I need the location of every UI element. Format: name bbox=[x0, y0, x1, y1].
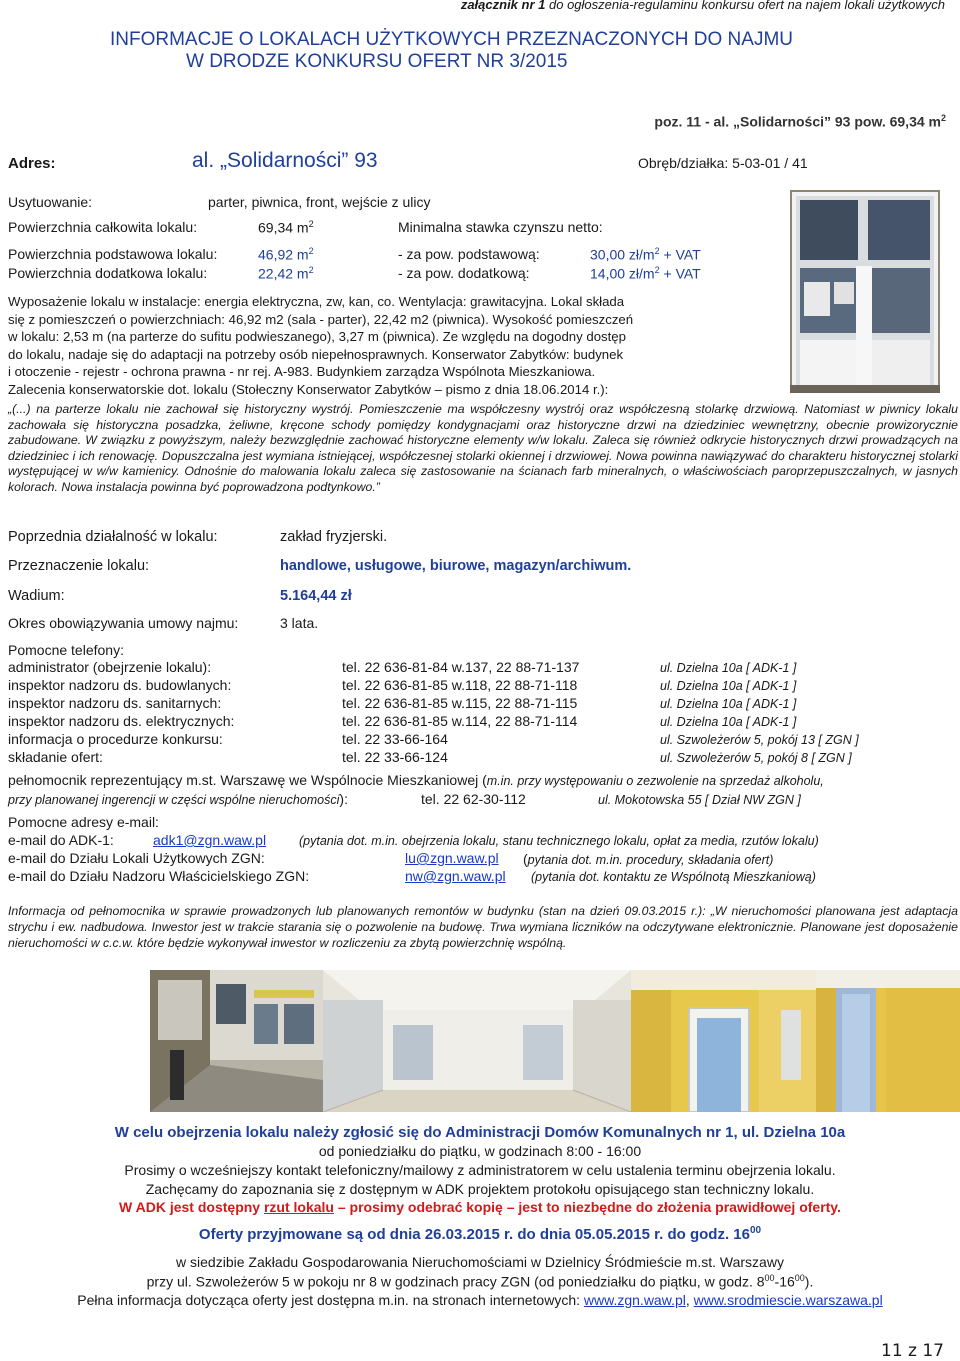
adk-protocol-info: Zachęcamy do zapoznania się z dostępnym w ADK projektem protokołu opisującego stan techniczny lokalu. bbox=[145, 1181, 815, 1197]
floor-plan-link[interactable]: rzut lokalu bbox=[263, 1199, 334, 1215]
phone-role: administrator (obejrzenie lokalu): bbox=[8, 659, 212, 675]
extra-rate-sup: 2 bbox=[654, 265, 660, 275]
submission-hours-sup-2: 00 bbox=[794, 1273, 805, 1283]
position-text: poz. 11 - al. „Solidarności” 93 pow. 69,34 m bbox=[654, 113, 941, 130]
floor-plan-text-b: – prosimy odebrać kopię – jest to niezbędne do złożenia prawidłowej oferty. bbox=[337, 1199, 841, 1215]
basic-rate-vat: + VAT bbox=[663, 246, 701, 263]
location-value: parter, piwnica, front, wejście z ulicy bbox=[208, 194, 431, 210]
email-row-2-label: e-mail do Działu Lokali Użytkowych ZGN: bbox=[8, 850, 265, 866]
prev-activity-label: Poprzednia działalność w lokalu: bbox=[8, 529, 218, 545]
email-row-1-note: (pytania dot. m.in. obejrzenia lokalu, stanu technicznego lokalu, opłat za media, rzutów lokalu) bbox=[299, 834, 819, 848]
proxy-line-1 bbox=[8, 772, 824, 788]
basic-rate-text: 30,00 zł/m bbox=[590, 246, 655, 263]
email-row-3-label: e-mail do Działu Nadzoru Właścicielskiego ZGN: bbox=[8, 868, 310, 884]
equipment-line-1: Wyposażenie lokalu w instalacje: energia elektryczna, zw, kan, co. Wentylacja: grawitacyjna. Lokal składa bbox=[8, 294, 625, 309]
conservation-quote: „(...) na parterze lokalu nie zachował się historyczny wystrój. Pomieszczenie ma współczesny wystrój oraz współczesną stolarkę drzwiową. Natomiast w piwnicy lokalu zachowała się historyczna posadzka, żeliwne, kręcone schody pomiędzy kondygnacjami oraz historyczne drzwi na dziedziniec wewnętrzny, obecnie prowizorycznie zabudowane. W związku z powyższym, należy bezwzględnie zachować historyczne elementy w/w lokalu. Zaleca się również odkrycie historycznych drzwi prowadzących na dziedziniec i ich renowację. Dopuszczalna jest wymiana istniejącej, współczesnej stolarki okiennej i drzwiowej. Nowa powinna nawiązywać do charakteru historycznej stolarki występującej w w/w kamienicy. Odnośnie do malowania lokalu zaleca się zastosowanie na ścianach farb mineralnych, o właściwościach paroprzepuszczalnych, w jasnych kolorach. Nowa instalacja powinna być poprowadzona podtynkowo.” bbox=[8, 402, 958, 494]
phone-number: tel. 22 33-66-124 bbox=[342, 749, 448, 765]
srodmiescie-website-link[interactable]: www.srodmiescie.warszawa.pl bbox=[693, 1292, 883, 1308]
position-line bbox=[654, 113, 946, 130]
phone-row bbox=[0, 749, 960, 767]
proxy-information: Informacja od pełnomocnika w sprawie prowadzonych lub planowanych remontów w budynku (stan na dzień 09.03.2015 r.): „W nieruchomości planowana jest adaptacja strychu i ew. nadbudowa. Inwestor jest w trakcie starania się o pozwolenie na budowę. Trwa wymiana liczników na odczytywane elektronicznie. Planowane jest doposażenie nieruchomości w c.c.w. które będzie wykonywał inwestor w rozliczeniu za zbytą powierzchnię wspólną. bbox=[8, 904, 958, 950]
extra-rate-value bbox=[590, 265, 701, 282]
email-row-2-paren: ( bbox=[523, 851, 528, 867]
basic-area-text: 46,92 m bbox=[258, 246, 309, 263]
submission-hours-c: ). bbox=[804, 1273, 814, 1290]
phone-role: inspektor nadzoru ds. elektrycznych: bbox=[8, 713, 235, 729]
basic-rate-value bbox=[590, 246, 701, 263]
wall-photo bbox=[816, 970, 960, 1112]
phone-address: ul. Dzielna 10a [ ADK-1 ] bbox=[660, 715, 797, 729]
basic-area-sup: 2 bbox=[308, 246, 314, 256]
proxy-line-2-note: przy planowanej ingerencji w części wspólne nieruchomości bbox=[8, 793, 340, 807]
deposit-value: 5.164,44 zł bbox=[280, 588, 352, 604]
basic-rate-label: - za pow. podstawową: bbox=[398, 246, 540, 262]
annex-bold: załącznik nr 1 bbox=[460, 0, 546, 12]
phone-address: ul. Szwoleżerów 5, pokój 8 [ ZGN ] bbox=[660, 751, 852, 765]
web-info bbox=[0, 1292, 960, 1308]
purpose-label: Przeznaczenie lokalu: bbox=[8, 558, 150, 574]
proxy-line-1-text: pełnomocnik reprezentujący m.st. Warszawę we Wspólnocie Mieszkaniowej ( bbox=[8, 772, 487, 788]
location-label: Usytuowanie: bbox=[8, 194, 93, 210]
phone-row bbox=[0, 677, 960, 695]
address-value: al. „Solidarności” 93 bbox=[192, 149, 378, 172]
proxy-line-2 bbox=[8, 791, 348, 807]
equipment-line-5: i otoczenie - rejestr - ochrona prawna - nr rej. A-983. Budynkiem zarządza Wspólnota Mieszkaniowa. bbox=[8, 364, 596, 379]
phone-address: ul. Dzielna 10a [ ADK-1 ] bbox=[660, 697, 797, 711]
email-adk1-link[interactable]: adk1@zgn.waw.pl bbox=[153, 832, 267, 848]
phones-heading: Pomocne telefony: bbox=[8, 642, 124, 658]
phone-address: ul. Szwoleżerów 5, pokój 13 [ ZGN ] bbox=[660, 733, 859, 747]
offer-deadline-text: Oferty przyjmowane są od dnia 26.03.2015 r. do dnia 05.05.2015 r. do godz. 16 bbox=[198, 1226, 750, 1243]
email-nw-link[interactable]: nw@zgn.waw.pl bbox=[405, 868, 506, 884]
basic-area-value bbox=[258, 246, 314, 263]
submission-hours-a: przy ul. Szwoleżerów 5 w pokoju nr 8 w godzinach pracy ZGN (od poniedziałku do piątku, w godz. 8 bbox=[146, 1273, 765, 1290]
extra-rate-text: 14,00 zł/m bbox=[590, 265, 655, 282]
web-info-text: Pełna informacja dotycząca oferty jest dostępna m.in. na stronach internetowych: bbox=[77, 1292, 581, 1308]
title-line-2: W DRODZE KONKURSU OFERT NR 3/2015 bbox=[186, 51, 568, 72]
extra-rate-vat: + VAT bbox=[663, 265, 701, 282]
email-row-3-note: (pytania dot. kontaktu ze Wspólnotą Mieszkaniową) bbox=[531, 870, 816, 884]
total-area-sup: 2 bbox=[308, 219, 314, 229]
submission-place: w siedzibie Zakładu Gospodarowania Nieruchomościami w Dzielnicy Śródmieście m.st. Warszawy bbox=[176, 1254, 784, 1270]
phone-row bbox=[0, 713, 960, 731]
email-lu-link[interactable]: lu@zgn.waw.pl bbox=[405, 850, 499, 866]
offer-deadline-sup: 00 bbox=[749, 1225, 762, 1236]
interior-photo bbox=[323, 970, 631, 1112]
annex-note bbox=[461, 0, 945, 12]
phone-row bbox=[0, 695, 960, 713]
visit-info: W celu obejrzenia lokalu należy zgłosić się do Administracji Domów Komunalnych nr 1, ul. Dzielna 10a bbox=[114, 1124, 846, 1141]
phone-role: inspektor nadzoru ds. sanitarnych: bbox=[8, 695, 222, 711]
floor-plan-text-a: W ADK jest dostępny bbox=[119, 1199, 261, 1215]
equipment-line-6: Zalecenia konserwatorskie dot. lokalu (Stołeczny Konserwator Zabytków – pismo z dnia 18.06.2014 r.): bbox=[8, 381, 609, 397]
phone-number: tel. 22 636-81-85 w.115, 22 88-71-115 bbox=[342, 695, 578, 711]
term-label: Okres obowiązywania umowy najmu: bbox=[8, 615, 239, 631]
extra-rate-label: - za pow. dodatkową: bbox=[398, 265, 530, 281]
prev-activity-value: zakład fryzjerski. bbox=[280, 529, 388, 545]
zgn-website-link[interactable]: www.zgn.waw.pl bbox=[583, 1292, 686, 1308]
phone-row bbox=[0, 731, 960, 749]
phone-role: informacja o procedurze konkursu: bbox=[8, 731, 223, 747]
submission-hours bbox=[0, 1273, 960, 1290]
proxy-address: ul. Mokotowska 55 [ Dział NW ZGN ] bbox=[598, 793, 801, 807]
wall-image bbox=[816, 970, 960, 1112]
web-info-comma: , bbox=[685, 1292, 690, 1308]
annex-rest: do ogłoszenia-regulaminu konkursu ofert na najem lokali użytkowych bbox=[549, 0, 945, 12]
submission-hours-b: -16 bbox=[774, 1273, 795, 1290]
submission-hours-sup-1: 00 bbox=[764, 1273, 775, 1283]
email-row-2-note-text: pytania dot. m.in. procedury, składania ofert) bbox=[527, 853, 774, 867]
term-value: 3 lata. bbox=[280, 615, 319, 631]
equipment-line-3: w lokalu: 2,53 m (na parterze do sufitu podwieszanego), 3,27 m (piwnica). Ze względu na dogodny dostęp bbox=[8, 329, 626, 344]
min-rate-label: Minimalna stawka czynszu netto: bbox=[398, 219, 603, 235]
phone-address: ul. Dzielna 10a [ ADK-1 ] bbox=[660, 661, 797, 675]
total-area-label: Powierzchnia całkowita lokalu: bbox=[8, 219, 198, 235]
email-row-2-note bbox=[523, 851, 773, 867]
street-photo bbox=[150, 970, 323, 1112]
floor-plan-info bbox=[0, 1199, 960, 1215]
extra-area-sup: 2 bbox=[308, 265, 314, 275]
total-area-value bbox=[258, 219, 314, 236]
equipment-line-4: do lokalu, nadaje się do adaptacji na potrzeby osób niepełnosprawnych. Konserwator Zabytków: budynek bbox=[8, 346, 624, 362]
street-image bbox=[150, 970, 323, 1112]
proxy-line-1-note: m.in. przy występowaniu o zezwolenie na sprzedaż alkoholu, bbox=[486, 774, 824, 788]
extra-area-value bbox=[258, 265, 314, 282]
extra-area-label: Powierzchnia dodatkowa lokalu: bbox=[8, 265, 208, 281]
proxy-phone: tel. 22 62-30-112 bbox=[421, 791, 526, 807]
title-line-1: INFORMACJE O LOKALACH UŻYTKOWYCH PRZEZNACZONYCH DO NAJMU bbox=[110, 29, 793, 50]
storefront-image bbox=[790, 190, 940, 393]
basic-area-label: Powierzchnia podstawowa lokalu: bbox=[8, 246, 218, 262]
emails-heading: Pomocne adresy e-mail: bbox=[8, 814, 159, 830]
interior-image bbox=[323, 970, 631, 1112]
offer-deadline bbox=[0, 1225, 960, 1243]
phone-number: tel. 22 636-81-85 w.118, 22 88-71-118 bbox=[342, 677, 578, 693]
equipment-line-2: się z pomieszczeń o powierzchniach: 46,92 m2 (sala - parter), 22,42 m2 (piwnica). Wysokość pomieszczeń bbox=[8, 311, 634, 327]
phone-number: tel. 22 33-66-164 bbox=[342, 731, 448, 747]
visit-hours: od poniedziałku do piątku, w godzinach 8:00 - 16:00 bbox=[318, 1143, 642, 1159]
phone-address: ul. Dzielna 10a [ ADK-1 ] bbox=[660, 679, 797, 693]
storefront-photo bbox=[790, 190, 940, 393]
doorway-photo bbox=[631, 970, 816, 1112]
extra-area-text: 22,42 m bbox=[258, 265, 309, 282]
phone-role: składanie ofert: bbox=[8, 749, 103, 765]
page-number: 11 z 17 bbox=[881, 1341, 944, 1361]
phone-number: tel. 22 636-81-85 w.114, 22 88-71-114 bbox=[342, 713, 578, 729]
contact-request: Prosimy o wcześniejszy kontakt telefoniczny/mailowy z administratorem w celu ustalenia terminu obejrzenia lokalu. bbox=[124, 1162, 836, 1178]
phone-number: tel. 22 636-81-84 w.137, 22 88-71-137 bbox=[342, 659, 580, 675]
phones-list bbox=[0, 659, 960, 769]
deposit-label: Wadium: bbox=[8, 588, 65, 604]
address-label: Adres: bbox=[8, 155, 56, 172]
total-area-text: 69,34 m bbox=[258, 219, 309, 236]
basic-rate-sup: 2 bbox=[654, 246, 660, 256]
phone-row bbox=[0, 659, 960, 677]
email-row-1-label: e-mail do ADK-1: bbox=[8, 832, 114, 848]
phone-role: inspektor nadzoru ds. budowlanych: bbox=[8, 677, 232, 693]
position-sup: 2 bbox=[940, 113, 946, 123]
plot-number: Obręb/działka: 5-03-01 / 41 bbox=[638, 155, 808, 171]
purpose-value: handlowe, usługowe, biurowe, magazyn/archiwum. bbox=[280, 558, 632, 574]
doorway-image bbox=[631, 970, 816, 1112]
proxy-line-2-close: ): bbox=[339, 791, 348, 807]
